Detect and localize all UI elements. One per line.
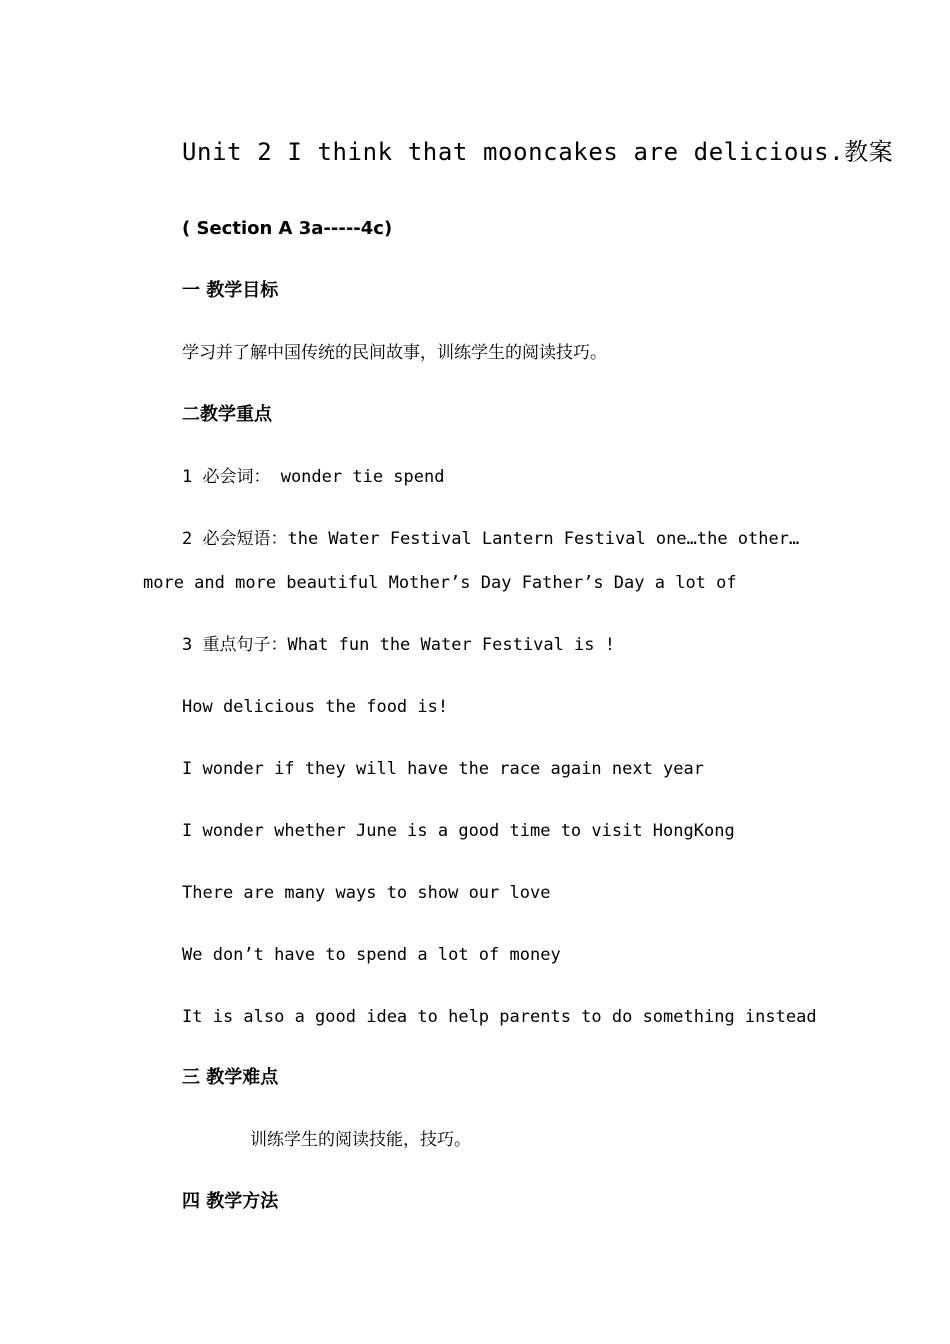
sentence-item: We don’t have to spend a lot of money — [182, 945, 561, 965]
objective-text: 学习并了解中国传统的民间故事，训练学生的阅读技巧。 — [182, 343, 607, 363]
key-phrases-continued: more and more beautiful Mother’s Day Father’s Day a lot of — [143, 573, 737, 593]
document-title: Unit 2 I think that mooncakes are delicious.教案 — [182, 138, 894, 166]
key-sentences: 3 重点句子：What fun the Water Festival is ! — [182, 635, 615, 655]
sentence-item: I wonder if they will have the race again next year — [182, 759, 704, 779]
sentence-item: I wonder whether June is a good time to visit HongKong — [182, 821, 735, 841]
key-words: 1 必会词： wonder tie spend — [182, 467, 445, 487]
sentence-item: There are many ways to show our love — [182, 883, 551, 903]
section-range: ( Section A 3a-----4c) — [182, 218, 393, 239]
heading-difficulties: 三 教学难点 — [182, 1067, 279, 1088]
difficulty-text: 训练学生的阅读技能，技巧。 — [250, 1130, 471, 1150]
sentence-item: How delicious the food is! — [182, 697, 449, 717]
key-phrases: 2 必会短语：the Water Festival Lantern Festival one…the other… — [182, 529, 800, 549]
heading-objectives: 一 教学目标 — [182, 280, 279, 301]
sentence-item: It is also a good idea to help parents to do something instead — [182, 1007, 817, 1027]
heading-key-points: 二教学重点 — [182, 404, 272, 425]
heading-methods: 四 教学方法 — [182, 1191, 279, 1212]
